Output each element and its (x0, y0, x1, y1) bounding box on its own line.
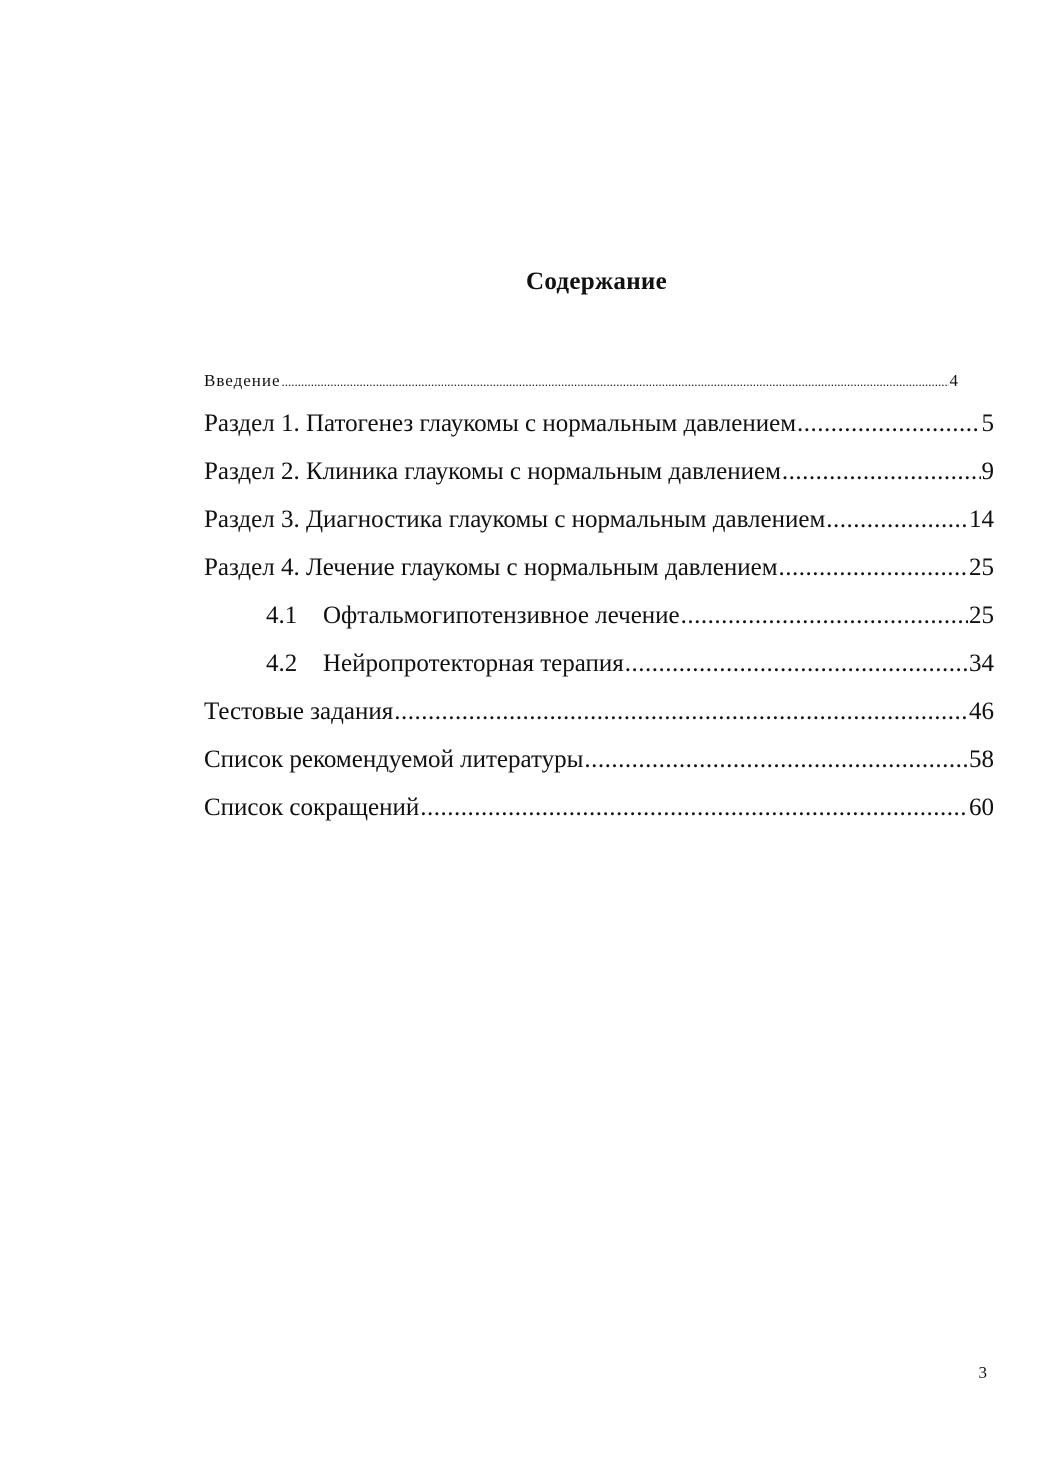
toc-entry-subsection-4-2[interactable] (204, 640, 994, 688)
toc-leader-dots (681, 592, 968, 640)
toc-entry-text: Офтальмогипотензивное лечение (323, 602, 680, 629)
toc-leader-dots (782, 448, 981, 496)
toc-leader-dots (584, 736, 968, 784)
toc-entry-references[interactable] (204, 736, 994, 784)
toc-entry-number: 4.2 (266, 650, 298, 677)
toc-entry-page: 9 (981, 458, 994, 485)
toc-entry-page: 4 (949, 371, 959, 390)
toc-entry-page: 25 (969, 554, 994, 581)
toc-leader-dots (394, 688, 968, 736)
toc-entry-introduction[interactable] (204, 362, 959, 400)
toc-entry-section-2[interactable] (204, 448, 994, 496)
toc-entry-label: Раздел 1. Патогенез глаукомы с нормальным давлением (204, 410, 797, 437)
toc-entry-label (204, 640, 624, 688)
toc-leader-dots (826, 496, 968, 544)
toc-entry-label: Раздел 2. Клиника глаукомы с нормальным давлением (204, 458, 781, 485)
toc-entry-page: 58 (969, 746, 994, 773)
toc-leader-dots (420, 784, 968, 832)
toc-entry-label: Список рекомендуемой литературы (204, 746, 584, 773)
toc-entry-label (204, 592, 680, 640)
toc-leader-dots (797, 400, 980, 448)
toc-entry-page: 34 (969, 650, 994, 677)
toc-entry-section-3[interactable] (204, 496, 994, 544)
toc-entry-label: Список сокращений (204, 794, 420, 821)
toc-entry-test-tasks[interactable] (204, 688, 994, 736)
toc-entry-subsection-4-1[interactable] (204, 592, 994, 640)
toc-entry-number: 4.1 (266, 602, 298, 629)
toc-leader-dots (282, 362, 949, 401)
toc-entry-page: 14 (969, 506, 994, 533)
toc-entry-abbreviations[interactable] (204, 784, 994, 832)
toc-entry-page: 60 (969, 794, 994, 821)
toc-entry-section-4[interactable] (204, 544, 994, 592)
toc-entry-page: 25 (969, 602, 994, 629)
toc-entry-page: 5 (981, 410, 994, 437)
page-number: 3 (978, 1363, 987, 1382)
toc-entry-label: Раздел 4. Лечение глаукомы с нормальным давлением (204, 554, 778, 581)
toc-entry-label: Введение (204, 371, 281, 390)
toc-entry-label: Раздел 3. Диагностика глаукомы с нормальным давлением (204, 506, 826, 533)
toc-entry-section-1[interactable] (204, 400, 994, 448)
toc-leader-dots (625, 640, 968, 688)
toc-entry-label: Тестовые задания (204, 698, 394, 725)
toc-entry-text: Нейропротекторная терапия (323, 650, 624, 677)
table-of-contents (204, 362, 994, 832)
toc-leader-dots (779, 544, 968, 592)
toc-entry-page: 46 (969, 698, 994, 725)
page-title: Содержание (525, 268, 667, 295)
